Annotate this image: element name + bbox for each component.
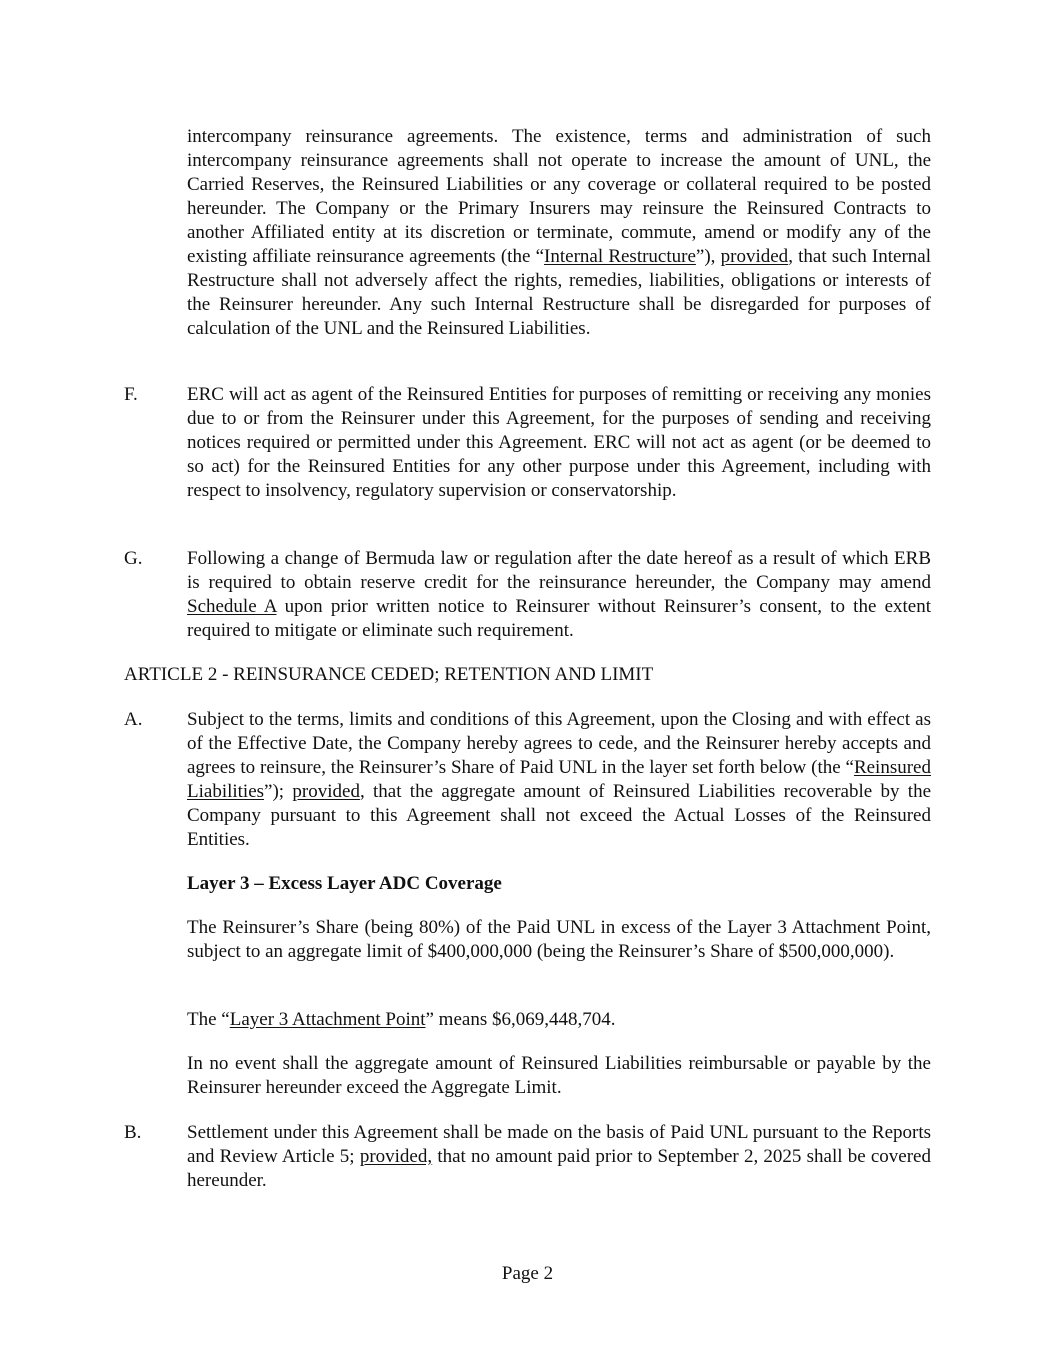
schedule-a-reference: Schedule A: [187, 596, 277, 617]
layer-3-text: The Reinsurer’s Share (being 80%) of the Paid UNL in excess of the Layer 3 Attachment Point, subject to an aggregate limit of $400,000,000 (being the Reinsurer’s Share of $500,000,000).: [187, 917, 931, 962]
layer-3-heading: Layer 3 – Excess Layer ADC Coverage: [187, 873, 502, 894]
section-letter-a: A.: [124, 709, 143, 730]
attachment-point-definition: [187, 1008, 931, 1032]
text-run: ”);: [264, 781, 293, 802]
article-2-heading: ARTICLE 2 - REINSURANCE CEDED; RETENTION AND LIMIT: [124, 664, 654, 685]
section-letter-b: B.: [124, 1122, 142, 1143]
text-run: , that such Internal Restructure shall not adversely affect the rights, remedies, liabilities, obligations or interests of the Reinsurer hereunder. Any such Internal Restructure shall be disregarded for purposes of calculation of the UNL and the Reinsured Liabilities.: [187, 246, 931, 339]
text-run: , that the aggregate amount of Reinsured Liabilities recoverable by the Company pursuant to this Agreement shall not exceed the Actual Losses of the Reinsured Entities.: [187, 781, 932, 850]
defined-term-reinsured-liabilities: Reinsured Liabilities: [187, 757, 931, 802]
text-run: that no amount paid prior to September 2, 2025 shall be covered hereunder.: [187, 1146, 931, 1191]
section-a-text: [187, 708, 931, 852]
aggregate-limit-text: In no event shall the aggregate amount of Reinsured Liabilities reimbursable or payable by the Reinsurer hereunder exceed the Aggregate Limit.: [187, 1053, 931, 1098]
section-e-continuation: [187, 125, 931, 341]
section-b-text: [187, 1121, 931, 1193]
provided-term: provided,: [359, 1146, 433, 1167]
section-f-text: ERC will act as agent of the Reinsured Entities for purposes of remitting or receiving any monies due to or from the Reinsurer under this Agreement, for the purposes of sending and receiving notices required or permitted under this Agreement. ERC will not act as agent (or be deemed to so act) for the Reinsured Entities for any other purpose under this Agreement, including with respect to insolvency, regulatory supervision or conservatorship.: [187, 384, 931, 501]
text-run: ”),: [695, 246, 721, 267]
text-run: Following a change of Bermuda law or regulation after the date hereof as a result of which ERB is required to obtain reserve credit for the reinsurance hereunder, the Company may amend: [187, 548, 931, 593]
provided-term: provided: [720, 246, 789, 267]
text-run: ” means $6,069,448,704.: [425, 1009, 616, 1030]
section-letter-f: F.: [124, 384, 138, 405]
provided-term: provided: [292, 781, 360, 802]
defined-term-internal-restructure: Internal Restructure: [544, 246, 696, 267]
text-run: upon prior written notice to Reinsurer without Reinsurer’s consent, to the extent required to mitigate or eliminate such requirement.: [187, 596, 932, 641]
section-g-text: [187, 547, 931, 643]
defined-term-layer-3-attachment-point: Layer 3 Attachment Point: [229, 1009, 426, 1030]
text-run: Subject to the terms, limits and conditions of this Agreement, upon the Closing and with effect as of the Effective Date, the Company hereby agrees to cede, and the Reinsurer hereby accepts and agrees to reinsure, the Reinsurer’s Share of Paid UNL in the layer set forth below (the “: [187, 709, 931, 778]
text-run: Settlement under this Agreement shall be made on the basis of Paid UNL pursuant to the Reports and Review Article 5;: [187, 1122, 931, 1167]
page-number: Page 2: [501, 1263, 554, 1284]
section-letter-g: G.: [124, 548, 143, 569]
text-run: The “: [187, 1009, 230, 1030]
text-run: intercompany reinsurance agreements. The existence, terms and administration of such intercompany reinsurance agreements shall not operate to increase the amount of UNL, the Carried Reserves, the Reinsured Liabilities or any coverage or collateral required to be posted hereunder. The Company or the Primary Insurers may reinsure the Reinsured Contracts to another Affiliated entity at its discretion or terminate, commute, amend or modify any of the existing affiliate reinsurance agreements (the “: [187, 126, 931, 267]
